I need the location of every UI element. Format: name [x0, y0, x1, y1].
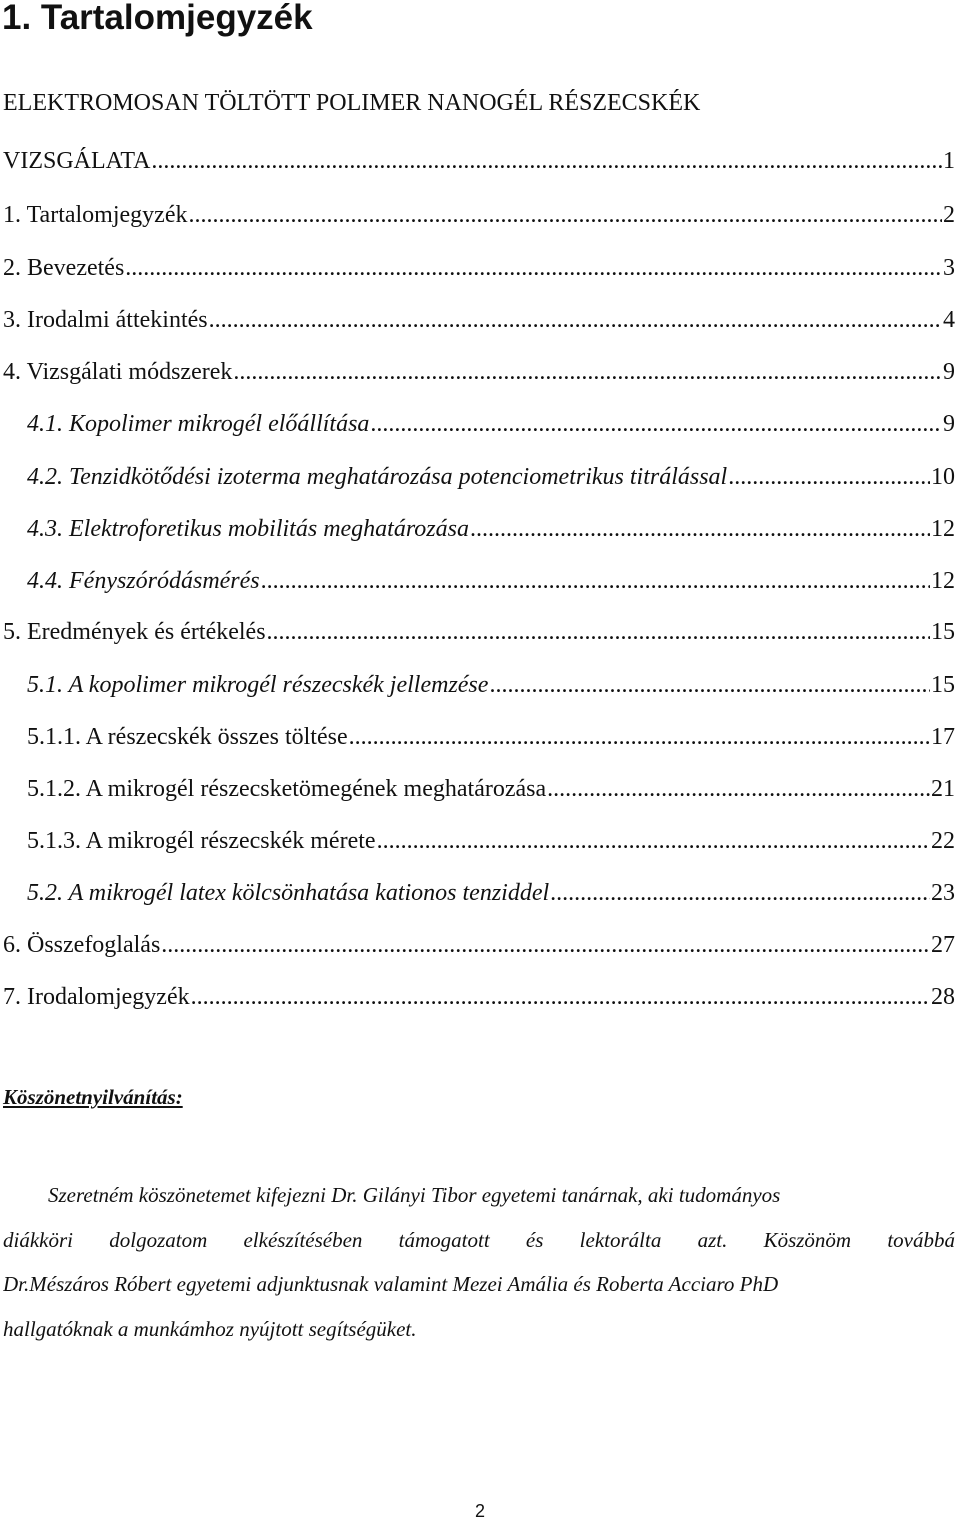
- toc-entry-label: 4.3. Elektroforetikus mobilitás meghatározása: [27, 516, 469, 542]
- toc-entry[interactable]: [27, 566, 955, 596]
- toc-entry-page: 27: [931, 932, 955, 958]
- toc-entry[interactable]: [27, 826, 955, 856]
- toc-dot-leader: [151, 146, 942, 176]
- toc-entry-label: 5. Eredmények és értékelés: [3, 619, 266, 645]
- toc-entry[interactable]: [3, 357, 955, 387]
- toc-dot-leader: [349, 722, 930, 752]
- toc-entry-label: 6. Összefoglalás: [3, 932, 161, 958]
- toc-entry-page: 1: [943, 148, 955, 174]
- document-title: ELEKTROMOSAN TÖLTÖTT POLIMER NANOGÉL RÉSZECSKÉK: [3, 90, 701, 116]
- toc-entry[interactable]: [3, 305, 955, 335]
- toc-entry[interactable]: [27, 409, 955, 439]
- toc-entry[interactable]: [3, 982, 955, 1012]
- toc-dot-leader: [125, 253, 942, 283]
- toc-entry-page: 15: [931, 672, 955, 698]
- toc-dot-leader: [209, 305, 942, 335]
- toc-dot-leader: [267, 617, 930, 647]
- acknowledgement-line: Dr.Mészáros Róbert egyetemi adjunktusnak valamint Mezei Amália és Roberta Acciaro PhD: [3, 1272, 779, 1296]
- toc-entry-page: 9: [943, 359, 955, 385]
- toc-entry-label: 4.4. Fényszóródásmérés: [27, 568, 260, 594]
- toc-entry-label: 5.2. A mikrogél latex kölcsönhatása kationos tenziddel: [27, 880, 550, 906]
- toc-entry[interactable]: [3, 146, 955, 176]
- toc-dot-leader: [728, 462, 930, 492]
- toc-entry[interactable]: [3, 253, 955, 283]
- toc-entry-page: 2: [943, 202, 955, 228]
- toc-entry-page: 15: [931, 619, 955, 645]
- toc-entry[interactable]: [27, 462, 955, 492]
- toc-dot-leader: [261, 566, 930, 596]
- toc-entry-page: 17: [931, 724, 955, 750]
- toc-dot-leader: [191, 982, 930, 1012]
- toc-entry-label: 4.2. Tenzidkötődési izoterma meghatározása potenciometrikus titrálással: [27, 464, 728, 490]
- toc-entry-label: 1. Tartalomjegyzék: [3, 202, 188, 228]
- toc-entry-page: 23: [931, 880, 955, 906]
- toc-dot-leader: [470, 514, 930, 544]
- acknowledgement-line: hallgatóknak a munkámhoz nyújtott segítségüket.: [3, 1317, 417, 1341]
- toc-entry-label: VIZSGÁLATA: [3, 148, 151, 174]
- toc-dot-leader: [489, 670, 930, 700]
- toc-entry[interactable]: [3, 200, 955, 230]
- toc-entry-label: 5.1.1. A részecskék összes töltése: [27, 724, 348, 750]
- toc-entry-page: 12: [931, 516, 955, 542]
- toc-entry-page: 3: [943, 255, 955, 281]
- toc-entry[interactable]: [3, 930, 955, 960]
- toc-entry[interactable]: [27, 514, 955, 544]
- toc-dot-leader: [161, 930, 930, 960]
- toc-entry-label: 5.1.3. A mikrogél részecskék mérete: [27, 828, 376, 854]
- toc-entry-label: 4.1. Kopolimer mikrogél előállítása: [27, 411, 370, 437]
- toc-entry-label: 5.1. A kopolimer mikrogél részecskék jellemzése: [27, 672, 489, 698]
- page-number: 2: [474, 1501, 485, 1521]
- toc-entry-label: 4. Vizsgálati módszerek: [3, 359, 233, 385]
- toc-dot-leader: [370, 409, 942, 439]
- toc-entry-label: 7. Irodalomjegyzék: [3, 984, 190, 1010]
- toc-entry[interactable]: [27, 670, 955, 700]
- acknowledgement-heading: Köszönetnyilvánítás:: [3, 1085, 183, 1109]
- toc-entry[interactable]: [3, 617, 955, 647]
- toc-entry-label: 3. Irodalmi áttekintés: [3, 307, 208, 333]
- toc-dot-leader: [377, 826, 930, 856]
- toc-entry-page: 10: [931, 464, 955, 490]
- toc-entry-page: 9: [943, 411, 955, 437]
- toc-dot-leader: [233, 357, 942, 387]
- toc-entry[interactable]: [27, 722, 955, 752]
- toc-entry-label: 5.1.2. A mikrogél részecsketömegének meghatározása: [27, 776, 547, 802]
- toc-entry-page: 22: [931, 828, 955, 854]
- acknowledgement-line: Szeretném köszönetemet kifejezni Dr. Gilányi Tibor egyetemi tanárnak, aki tudományos: [48, 1183, 781, 1207]
- toc-dot-leader: [547, 774, 930, 804]
- toc-dot-leader: [188, 200, 942, 230]
- toc-entry-page: 12: [931, 568, 955, 594]
- toc-dot-leader: [550, 878, 930, 908]
- toc-entry[interactable]: [27, 878, 955, 908]
- toc-entry[interactable]: [27, 774, 955, 804]
- toc-entry-page: 28: [931, 984, 955, 1010]
- acknowledgement-line: diákköri dolgozatom elkészítésében támogatott és lektorálta azt. Köszönöm továbbá: [3, 1228, 955, 1252]
- page-heading: 1. Tartalomjegyzék: [2, 0, 313, 37]
- toc-entry-label: 2. Bevezetés: [3, 255, 125, 281]
- toc-entry-page: 21: [931, 776, 955, 802]
- toc-entry-page: 4: [943, 307, 955, 333]
